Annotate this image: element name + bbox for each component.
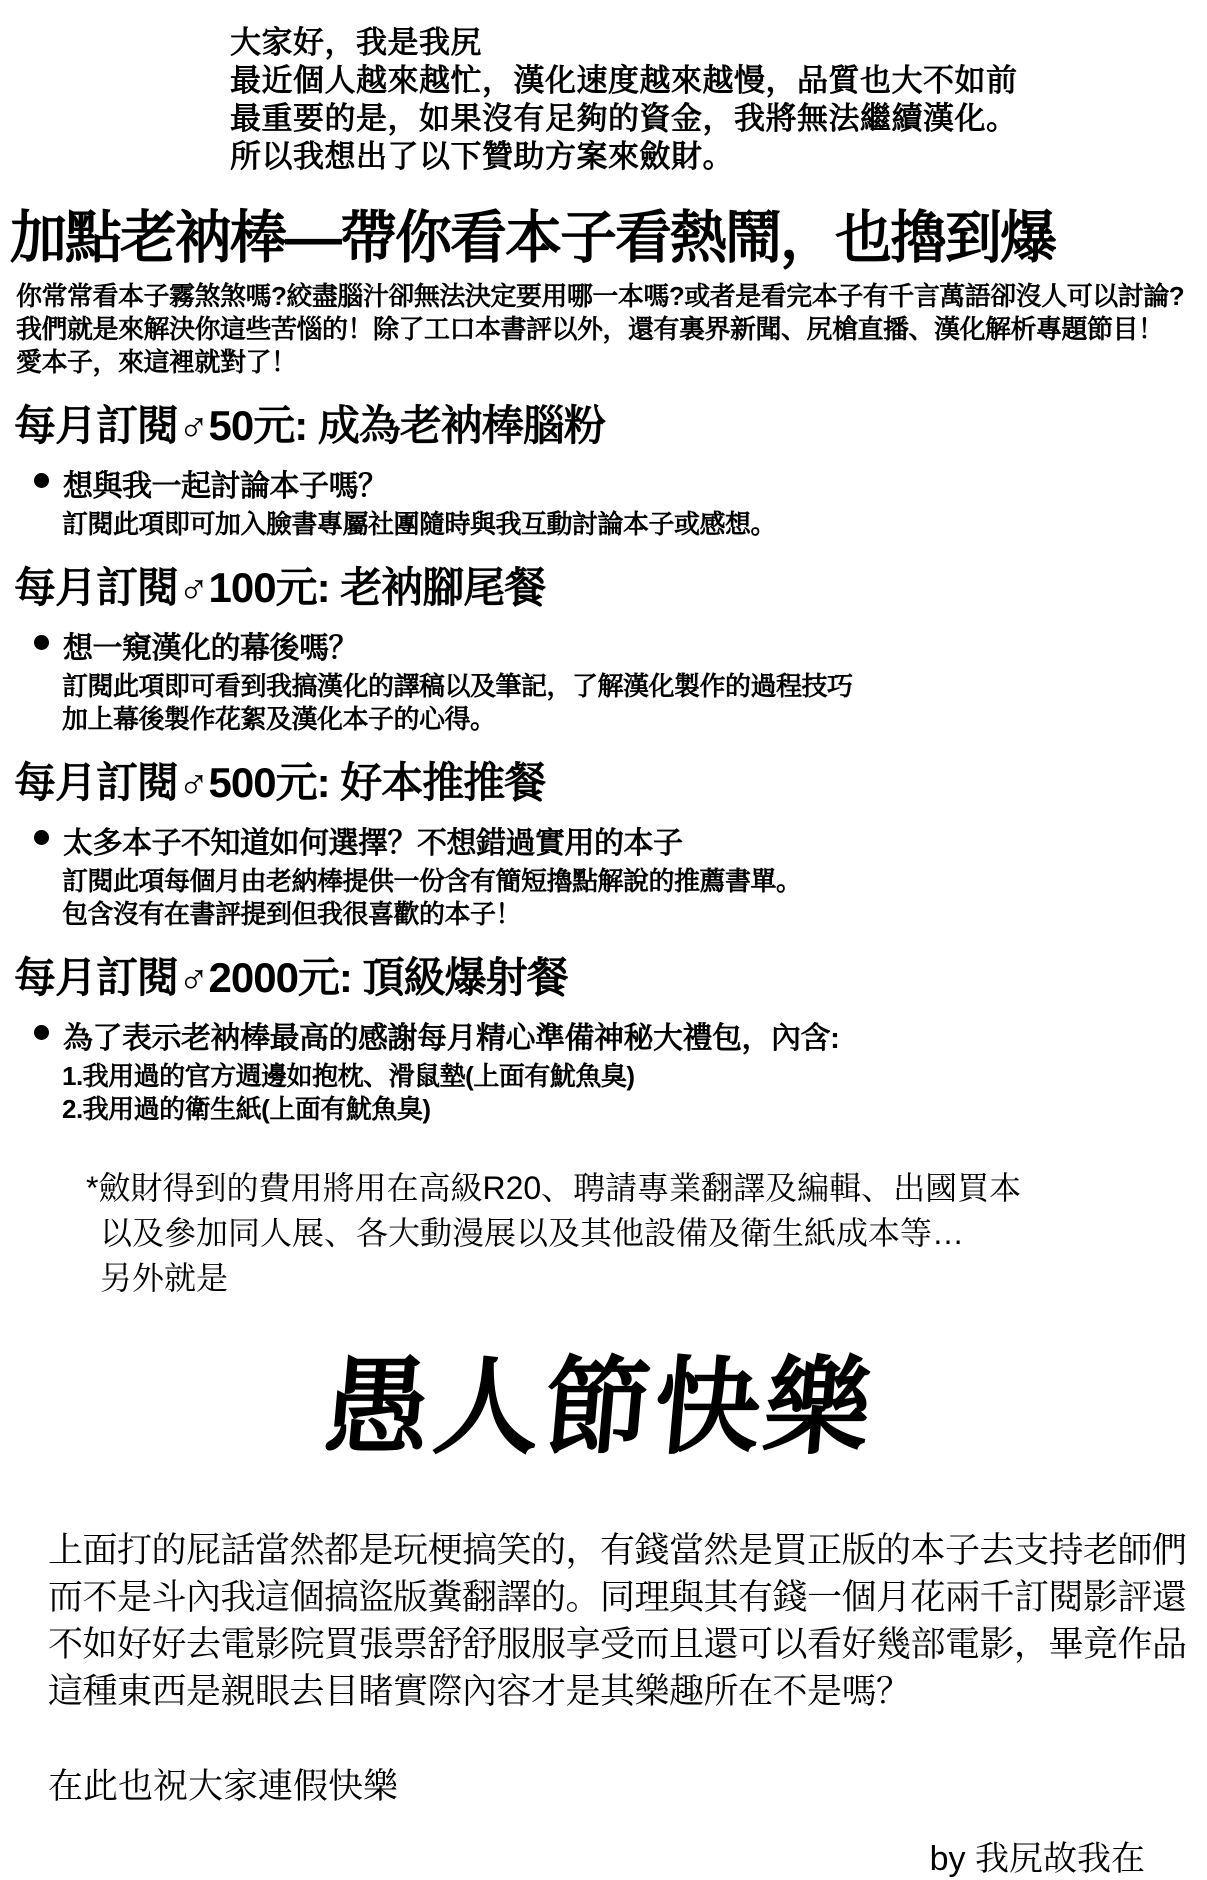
- tier-bullet-row: [34, 818, 1200, 862]
- april-fools-banner: 愚人節快樂: [319, 1349, 880, 1467]
- tier-section-50: [0, 393, 1200, 541]
- footnote-line: *斂財得到的費用將用在高級R20、聘請專業翻譯及編輯、出國買本: [86, 1170, 1022, 1206]
- lead-line: 愛本子，來這裡就對了！: [16, 347, 297, 377]
- bullet-dot-icon: [34, 830, 49, 845]
- intro-line: 所以我想出了以下贊助方案來斂財。: [230, 139, 734, 174]
- bullet-dot-icon: [34, 1025, 49, 1040]
- tier-desc-line: 訂閱此項每個月由老納棒提供一份含有簡短擼點解說的推薦書單。: [62, 866, 802, 896]
- closing-line: 上面打的屁話當然都是玩梗搞笑的，有錢當然是買正版的本子去支持老師們: [48, 1531, 1187, 1570]
- footnote-block: [86, 1166, 1200, 1301]
- wish-line: 在此也祝大家連假快樂: [48, 1767, 399, 1806]
- tier-desc-line: 訂閱此項即可加入臉書專屬社團隨時與我互動討論本子或感想。: [62, 509, 777, 539]
- tier-bullet-row: [34, 1013, 1200, 1057]
- tier-bullet-text: 想與我一起討論本子嗎？: [63, 470, 388, 503]
- tier-desc-line: 1.我用過的官方週邊如抱枕、滑鼠墊(上面有魷魚臭): [62, 1061, 635, 1091]
- tier-heading: 每月訂閱♂100元: 老衲腳尾餐: [14, 564, 546, 611]
- footnote-line: 另外就是: [100, 1260, 229, 1296]
- bullet-dot-icon: [34, 635, 49, 650]
- tier-bullet-row: [34, 623, 1200, 667]
- tier-heading: 每月訂閱♂50元: 成為老衲棒腦粉: [14, 402, 605, 449]
- tier-bullet-text: 想一窺漢化的幕後嗎？: [63, 632, 358, 665]
- tier-desc: [62, 1060, 1200, 1126]
- page-title: 加點老衲棒—帶你看本子看熱鬧，也擼到爆: [10, 206, 1055, 270]
- closing-line: 而不是斗內我這個搞盜版糞翻譯的。同理與其有錢一個月花兩千訂閱影評還: [48, 1578, 1187, 1617]
- tier-section-2000: [0, 945, 1200, 1126]
- tier-desc-line: 2.我用過的衛生紙(上面有魷魚臭): [62, 1094, 431, 1124]
- tier-desc-line: 訂閱此項即可看到我搞漢化的譯稿以及筆記，了解漢化製作的過程技巧: [62, 671, 853, 701]
- tier-heading: 每月訂閱♂500元: 好本推推餐: [14, 759, 546, 806]
- tier-desc-line: 加上幕後製作花絮及漢化本子的心得。: [62, 704, 496, 734]
- intro-line: 最重要的是，如果沒有足夠的資金，我將無法繼續漢化。: [230, 101, 1018, 136]
- tier-bullet-text: 太多本子不知道如何選擇？不想錯過實用的本子: [63, 827, 683, 860]
- lead-line: 我們就是來解決你這些苦惱的！除了工口本書評以外，還有裏界新聞、尻槍直播、漢化解析專題節目！: [16, 314, 1164, 344]
- tier-section-100: [0, 555, 1200, 736]
- tier-section-500: [0, 750, 1200, 931]
- tier-bullet-text: 為了表示老衲棒最高的感謝每月精心準備神秘大禮包，內含:: [63, 1022, 840, 1055]
- lead-line: 你常常看本子霧煞煞嗎?絞盡腦汁卻無法決定要用哪一本嗎?或者是看完本子有千言萬語卻沒人可以討論?: [16, 281, 1185, 311]
- tier-heading: 每月訂閱♂2000元: 頂級爆射餐: [14, 954, 568, 1001]
- closing-paragraph: [48, 1527, 1200, 1715]
- footnote-line: 以及參加同人展、各大動漫展以及其他設備及衛生紙成本等…: [100, 1215, 965, 1251]
- signature: by 我尻故我在: [929, 1840, 1145, 1878]
- tier-desc: [62, 670, 1200, 736]
- closing-line: 不如好好去電影院買張票舒舒服服享受而且還可以看好幾部電影，畢竟作品: [48, 1625, 1187, 1664]
- intro-line: 大家好，我是我尻: [230, 25, 482, 60]
- tier-desc-line: 包含沒有在書評提到但我很喜歡的本子！: [62, 899, 522, 929]
- tier-desc: [62, 508, 1200, 541]
- lead-paragraph: [16, 280, 1200, 379]
- tier-bullet-row: [34, 461, 1200, 505]
- bullet-dot-icon: [34, 473, 49, 488]
- intro-line: 最近個人越來越忙，漢化速度越來越慢，品質也大不如前: [230, 63, 1018, 98]
- announcement-page: [0, 24, 1200, 1878]
- intro-block: [230, 24, 1200, 176]
- closing-line: 這種東西是親眼去目睹實際內容才是其樂趣所在不是嗎？: [48, 1672, 911, 1711]
- tier-desc: [62, 865, 1200, 931]
